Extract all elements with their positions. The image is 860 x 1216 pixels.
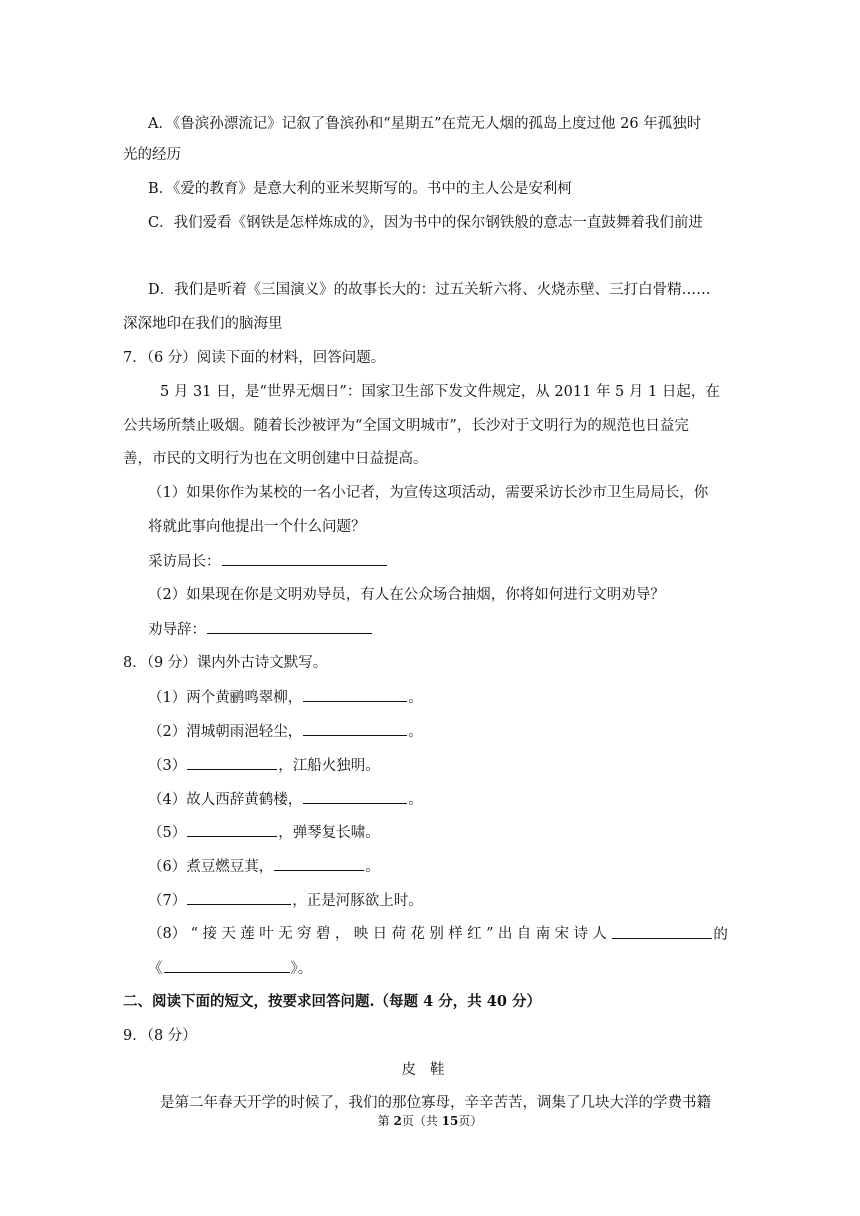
poem-text: （2）渭城朝雨浥轻尘，	[148, 724, 303, 740]
q8-line4	[148, 789, 423, 810]
poem-text: ，正是河豚欲上时。	[292, 893, 423, 909]
q8-line7	[148, 890, 423, 911]
section-heading: 二、阅读下面的短文，按要求回答问题.（每题 4 分，共 40 分）	[123, 993, 542, 1010]
q8-line3	[148, 755, 380, 776]
q9-stem: 9．（8 分）	[123, 1028, 197, 1044]
q7-stem: 7．（6 分）阅读下面的材料，回答问题。	[123, 350, 386, 366]
q6-option-b: B．《爱的教育》是意大利的亚米契斯写的。书中的主人公是安利柯	[148, 181, 572, 197]
poem-char: ”	[486, 926, 494, 942]
fill-blank[interactable]	[303, 721, 407, 736]
poem-char: 的	[713, 927, 728, 943]
poem-char: 日	[372, 926, 388, 942]
passage-title: 皮鞋	[401, 1062, 459, 1078]
footer-text: 页（共	[401, 1114, 442, 1128]
fill-blank[interactable]	[187, 890, 291, 905]
poem-char: 南	[535, 926, 551, 942]
poem-char: 碧	[315, 926, 331, 942]
fill-blank[interactable]	[187, 755, 277, 770]
fill-blank[interactable]	[612, 924, 712, 939]
answer-label: 劝导辞：	[148, 622, 206, 638]
poem-char: 诗	[573, 926, 589, 942]
q6-option-a-line2: 光的经历	[123, 147, 181, 163]
poem-text: （4）故人西辞黄鹤楼，	[148, 792, 303, 808]
poem-char: 红	[467, 926, 482, 942]
poem-char: 自	[516, 926, 532, 942]
poem-char: 映	[353, 926, 369, 942]
poem-text: 《	[148, 961, 163, 977]
poem-char: 莲	[240, 926, 255, 942]
poem-text: （1）两个黄鹂鸣翠柳，	[148, 690, 303, 706]
q7-material-line3: 善，市民的文明行为也在文明创建中日益提高。	[123, 451, 428, 467]
poem-text: 。	[408, 690, 423, 706]
q8-line2	[148, 721, 423, 742]
q6-option-d-line1: D．我们是听着《三国演义》的故事长大的：过五关斩六将、火烧赤壁、三打白骨精……	[148, 282, 711, 298]
poem-text: （6）煮豆燃豆萁，	[148, 859, 274, 875]
poem-char: 无	[278, 926, 293, 942]
poem-text: 》。	[290, 961, 313, 977]
q7-material-line1: 5 月 31 日，是“世界无烟日”：国家卫生部下发文件规定，从 2011 年 5 月 1 日起，在	[160, 384, 720, 400]
fill-blank[interactable]	[274, 856, 364, 871]
total-pages: 15	[441, 1114, 459, 1128]
q8-stem: 8．（9 分）课内外古诗文默写。	[123, 655, 328, 671]
poem-char: 花	[410, 926, 425, 942]
poem-char: （8）	[148, 926, 187, 942]
poem-text: ，弹琴复长啸。	[278, 825, 380, 841]
fill-blank[interactable]	[187, 822, 277, 837]
q6-option-d-line2: 深深地印在我们的脑海里	[123, 316, 283, 332]
poem-text: （5）	[148, 825, 187, 841]
footer-text: 第	[377, 1114, 394, 1128]
q8-line8	[148, 924, 728, 945]
q8-line1	[148, 687, 423, 708]
q7-sub2-answer	[148, 619, 373, 640]
poem-text: （3）	[148, 758, 187, 774]
page-number: 2	[393, 1114, 402, 1128]
poem-char: 荷	[391, 926, 407, 942]
q8-line6	[148, 856, 380, 877]
answer-blank[interactable]	[222, 551, 387, 566]
poem-char: 别	[429, 926, 444, 942]
poem-char: 天	[221, 926, 236, 942]
answer-label: 采访局长：	[148, 554, 221, 570]
poem-text: （7）	[148, 893, 187, 909]
page-footer	[0, 1113, 860, 1129]
poem-char: 出	[497, 926, 513, 942]
poem-text: ，江船火独明。	[278, 758, 380, 774]
q6-option-a-line1: A．《鲁滨孙漂流记》记叙了鲁滨孙和“星期五”在荒无人烟的孤岛上度过他 26 年孤独时	[148, 116, 702, 132]
poem-char: 人	[592, 926, 607, 942]
q7-sub1-line2: 将就此事向他提出一个什么问题？	[148, 519, 366, 535]
passage-paragraph: 是第二年春天开学的时候了，我们的那位寡母，辛辛苦苦，调集了几块大洋的学费书籍	[160, 1095, 711, 1111]
q7-sub1-answer	[148, 551, 388, 572]
answer-blank[interactable]	[207, 619, 372, 634]
q7-sub1-line1: （1）如果你作为某校的一名小记者，为宣传这项活动，需要采访长沙市卫生局局长，你	[148, 485, 709, 501]
q8-line5	[148, 822, 380, 843]
q8-line8-cont	[148, 958, 312, 979]
poem-char: ，	[334, 926, 350, 942]
poem-char: 穷	[297, 926, 312, 942]
poem-char: 接	[202, 926, 217, 942]
poem-text: 。	[408, 724, 423, 740]
fill-blank[interactable]	[303, 687, 407, 702]
footer-text: 页）	[458, 1114, 483, 1128]
poem-text: 。	[408, 792, 423, 808]
poem-text: 。	[365, 859, 380, 875]
poem-char: 宋	[554, 926, 570, 942]
fill-blank[interactable]	[303, 789, 407, 804]
poem-char: 样	[448, 926, 463, 942]
q7-material-line2: 公共场所禁止吸烟。随着长沙被评为“全国文明城市”，长沙对于文明行为的规范也日益完	[123, 418, 689, 434]
poem-char: 叶	[259, 926, 274, 942]
poem-char: “	[190, 926, 199, 942]
fill-blank[interactable]	[164, 958, 290, 973]
q7-sub2: （2）如果现在你是文明劝导员，有人在公众场合抽烟，你将如何进行文明劝导？	[148, 587, 665, 603]
q6-option-c: C．我们爱看《钢铁是怎样炼成的》，因为书中的保尔钢铁般的意志一直鼓舞着我们前进	[148, 215, 703, 231]
